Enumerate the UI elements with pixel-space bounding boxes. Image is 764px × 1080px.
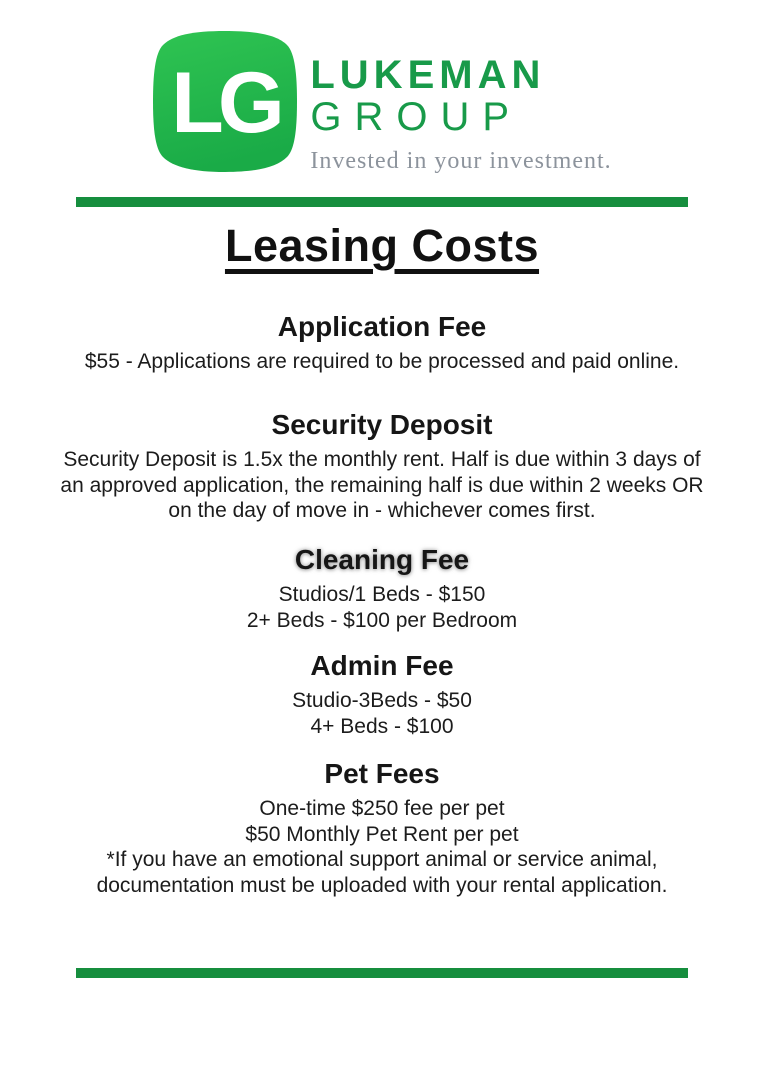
application-fee-heading: Application Fee (277, 311, 487, 342)
admin-fee-line: 4+ Beds - $100 (310, 714, 454, 738)
pet-fees-line: $50 Monthly Pet Rent per pet (245, 822, 519, 846)
logo-monogram: LG (171, 55, 280, 151)
cleaning-fee-line: Studios/1 Beds - $150 (278, 583, 486, 606)
section-security-deposit (0, 408, 764, 524)
application-fee-line: $55 - Applications are required to be processed and paid online. (84, 350, 680, 373)
brand-tagline: Invested in your investment. (310, 148, 612, 174)
brand-text (310, 30, 611, 175)
brand-name-line1: LUKEMAN (310, 53, 546, 97)
security-deposit-heading: Security Deposit (271, 409, 493, 440)
security-deposit-line: an approved application, the remaining half is due within 2 weeks OR (60, 473, 704, 497)
lukeman-group-logo-icon (152, 30, 298, 173)
page-title-text: Leasing Costs (224, 220, 540, 271)
section-cleaning-fee (0, 543, 764, 633)
pet-fees-heading: Pet Fees (324, 758, 440, 789)
admin-fee-line: Studio-3Beds - $50 (292, 689, 472, 712)
section-pet-fees (0, 757, 764, 898)
cleaning-fee-heading: Cleaning Fee (294, 544, 470, 575)
page-title (0, 220, 764, 272)
pet-fees-line: One-time $250 fee per pet (259, 797, 505, 820)
divider-top (76, 197, 688, 207)
brand-block (0, 30, 764, 175)
section-admin-fee (0, 649, 764, 739)
brand-name-line2: GROUP (310, 95, 523, 139)
pet-fees-line: documentation must be uploaded with your rental application. (96, 873, 668, 897)
security-deposit-line: Security Deposit is 1.5x the monthly rent. Half is due within 3 days of (63, 448, 701, 471)
cleaning-fee-line: 2+ Beds - $100 per Bedroom (246, 608, 518, 632)
pet-fees-line: *If you have an emotional support animal or service animal, (106, 848, 658, 871)
divider-bottom (76, 968, 688, 978)
section-application-fee (0, 310, 764, 375)
admin-fee-heading: Admin Fee (310, 650, 454, 681)
security-deposit-line: on the day of move in - whichever comes first. (168, 499, 596, 522)
